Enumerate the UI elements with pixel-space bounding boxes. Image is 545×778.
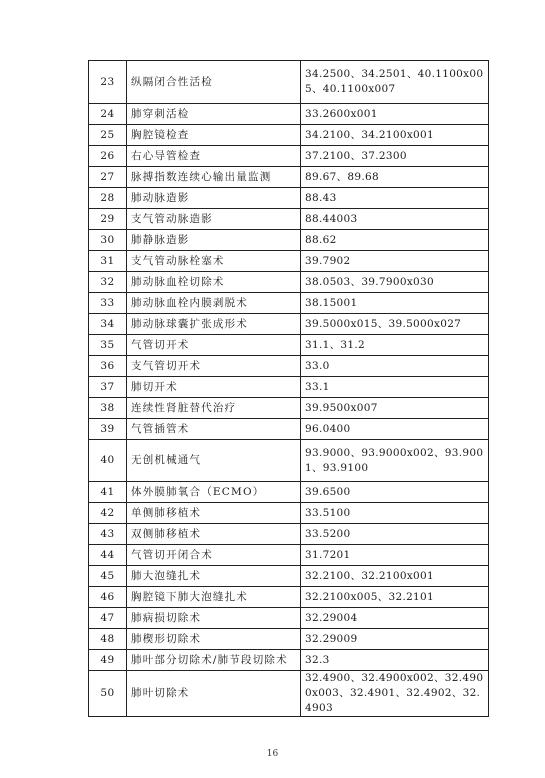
procedure-name-cell: 双侧肺移植术: [127, 524, 301, 545]
table-row: [89, 167, 489, 188]
procedure-code-table: [88, 60, 489, 717]
procedure-code-cell: 88.44003: [301, 209, 489, 230]
procedure-code-cell: 33.0: [301, 356, 489, 377]
procedure-name-cell: 肺动脉血栓切除术: [127, 272, 301, 293]
procedure-name-cell: 肺病损切除术: [127, 608, 301, 629]
table-row: [89, 251, 489, 272]
procedure-code-cell: 38.0503、39.7900x030: [301, 272, 489, 293]
procedure-code-cell: 33.2600x001: [301, 104, 489, 125]
procedure-name-cell: 支气管切开术: [127, 356, 301, 377]
table-row: [89, 356, 489, 377]
row-number-cell: 38: [89, 398, 127, 419]
row-number-cell: 39: [89, 419, 127, 440]
procedure-name-cell: 肺大泡缝扎术: [127, 566, 301, 587]
row-number-cell: 42: [89, 503, 127, 524]
row-number-cell: 50: [89, 671, 127, 717]
procedure-code-cell: 32.2100、32.2100x001: [301, 566, 489, 587]
table-row: [89, 503, 489, 524]
procedure-name-cell: 肺叶部分切除术/肺节段切除术: [127, 650, 301, 671]
table-row: [89, 314, 489, 335]
table-row: [89, 272, 489, 293]
row-number-cell: 36: [89, 356, 127, 377]
procedure-code-cell: 32.2100x005、32.2101: [301, 587, 489, 608]
procedure-name-cell: 纵隔闭合性活检: [127, 61, 301, 104]
row-number-cell: 46: [89, 587, 127, 608]
row-number-cell: 40: [89, 440, 127, 482]
procedure-name-cell: 肺动脉血栓内膜剥脱术: [127, 293, 301, 314]
procedure-code-cell: 31.1、31.2: [301, 335, 489, 356]
procedure-name-cell: 气管切开闭合术: [127, 545, 301, 566]
procedure-code-cell: 33.1: [301, 377, 489, 398]
table-row: [89, 230, 489, 251]
procedure-name-cell: 气管插管术: [127, 419, 301, 440]
row-number-cell: 49: [89, 650, 127, 671]
table-row: [89, 61, 489, 104]
row-number-cell: 45: [89, 566, 127, 587]
procedure-code-cell: 39.6500: [301, 482, 489, 503]
procedure-code-cell: 37.2100、37.2300: [301, 146, 489, 167]
procedure-code-cell: 39.5000x015、39.5000x027: [301, 314, 489, 335]
procedure-name-cell: 连续性肾脏替代治疗: [127, 398, 301, 419]
procedure-code-cell: 89.67、89.68: [301, 167, 489, 188]
table-row: [89, 566, 489, 587]
procedure-name-cell: 肺静脉造影: [127, 230, 301, 251]
row-number-cell: 23: [89, 61, 127, 104]
procedure-code-cell: 31.7201: [301, 545, 489, 566]
procedure-code-cell: 33.5100: [301, 503, 489, 524]
procedure-name-cell: 肺楔形切除术: [127, 629, 301, 650]
row-number-cell: 35: [89, 335, 127, 356]
row-number-cell: 31: [89, 251, 127, 272]
procedure-name-cell: 脉搏指数连续心输出量监测: [127, 167, 301, 188]
table-row: [89, 671, 489, 717]
procedure-name-cell: 胸腔镜下肺大泡缝扎术: [127, 587, 301, 608]
procedure-code-cell: 96.0400: [301, 419, 489, 440]
row-number-cell: 48: [89, 629, 127, 650]
procedure-name-cell: 支气管动脉栓塞术: [127, 251, 301, 272]
row-number-cell: 34: [89, 314, 127, 335]
procedure-name-cell: 肺动脉造影: [127, 188, 301, 209]
procedure-name-cell: 肺切开术: [127, 377, 301, 398]
procedure-name-cell: 体外膜肺氧合（ECMO）: [127, 482, 301, 503]
row-number-cell: 37: [89, 377, 127, 398]
procedure-code-cell: 93.9000、93.9000x002、93.9001、93.9100: [301, 440, 489, 482]
procedure-name-cell: 肺动脉球囊扩张成形术: [127, 314, 301, 335]
procedure-code-cell: 34.2100、34.2100x001: [301, 125, 489, 146]
procedure-name-cell: 单侧肺移植术: [127, 503, 301, 524]
procedure-name-cell: 肺叶切除术: [127, 671, 301, 717]
table-row: [89, 188, 489, 209]
procedure-code-cell: 88.62: [301, 230, 489, 251]
table-body: [89, 61, 489, 717]
procedure-name-cell: 胸腔镜检查: [127, 125, 301, 146]
table-row: [89, 524, 489, 545]
row-number-cell: 29: [89, 209, 127, 230]
row-number-cell: 26: [89, 146, 127, 167]
row-number-cell: 25: [89, 125, 127, 146]
procedure-code-cell: 88.43: [301, 188, 489, 209]
table-row: [89, 650, 489, 671]
procedure-code-cell: 33.5200: [301, 524, 489, 545]
table-row: [89, 440, 489, 482]
procedure-code-cell: 38.15001: [301, 293, 489, 314]
row-number-cell: 47: [89, 608, 127, 629]
table-row: [89, 377, 489, 398]
table-row: [89, 482, 489, 503]
procedure-code-cell: 32.29004: [301, 608, 489, 629]
procedure-code-cell: 32.4900、32.4900x002、32.4900x003、32.4901、32.4902、32.4903: [301, 671, 489, 717]
procedure-code-cell: 34.2500、34.2501、40.1100x005、40.1100x007: [301, 61, 489, 104]
table-row: [89, 335, 489, 356]
table-row: [89, 419, 489, 440]
row-number-cell: 33: [89, 293, 127, 314]
procedure-code-cell: 39.7902: [301, 251, 489, 272]
row-number-cell: 43: [89, 524, 127, 545]
row-number-cell: 44: [89, 545, 127, 566]
table-row: [89, 587, 489, 608]
procedure-name-cell: 气管切开术: [127, 335, 301, 356]
table-row: [89, 629, 489, 650]
row-number-cell: 32: [89, 272, 127, 293]
row-number-cell: 30: [89, 230, 127, 251]
procedure-code-cell: 39.9500x007: [301, 398, 489, 419]
row-number-cell: 41: [89, 482, 127, 503]
procedure-name-cell: 肺穿刺活检: [127, 104, 301, 125]
table-row: [89, 545, 489, 566]
table-row: [89, 104, 489, 125]
table-row: [89, 125, 489, 146]
table-row: [89, 293, 489, 314]
row-number-cell: 24: [89, 104, 127, 125]
procedure-name-cell: 支气管动脉造影: [127, 209, 301, 230]
table-row: [89, 146, 489, 167]
table-row: [89, 209, 489, 230]
procedure-name-cell: 右心导管检查: [127, 146, 301, 167]
row-number-cell: 28: [89, 188, 127, 209]
table-row: [89, 398, 489, 419]
procedure-name-cell: 无创机械通气: [127, 440, 301, 482]
table-row: [89, 608, 489, 629]
procedure-code-cell: 32.3: [301, 650, 489, 671]
row-number-cell: 27: [89, 167, 127, 188]
page-number: 16: [266, 749, 279, 759]
procedure-code-cell: 32.29009: [301, 629, 489, 650]
